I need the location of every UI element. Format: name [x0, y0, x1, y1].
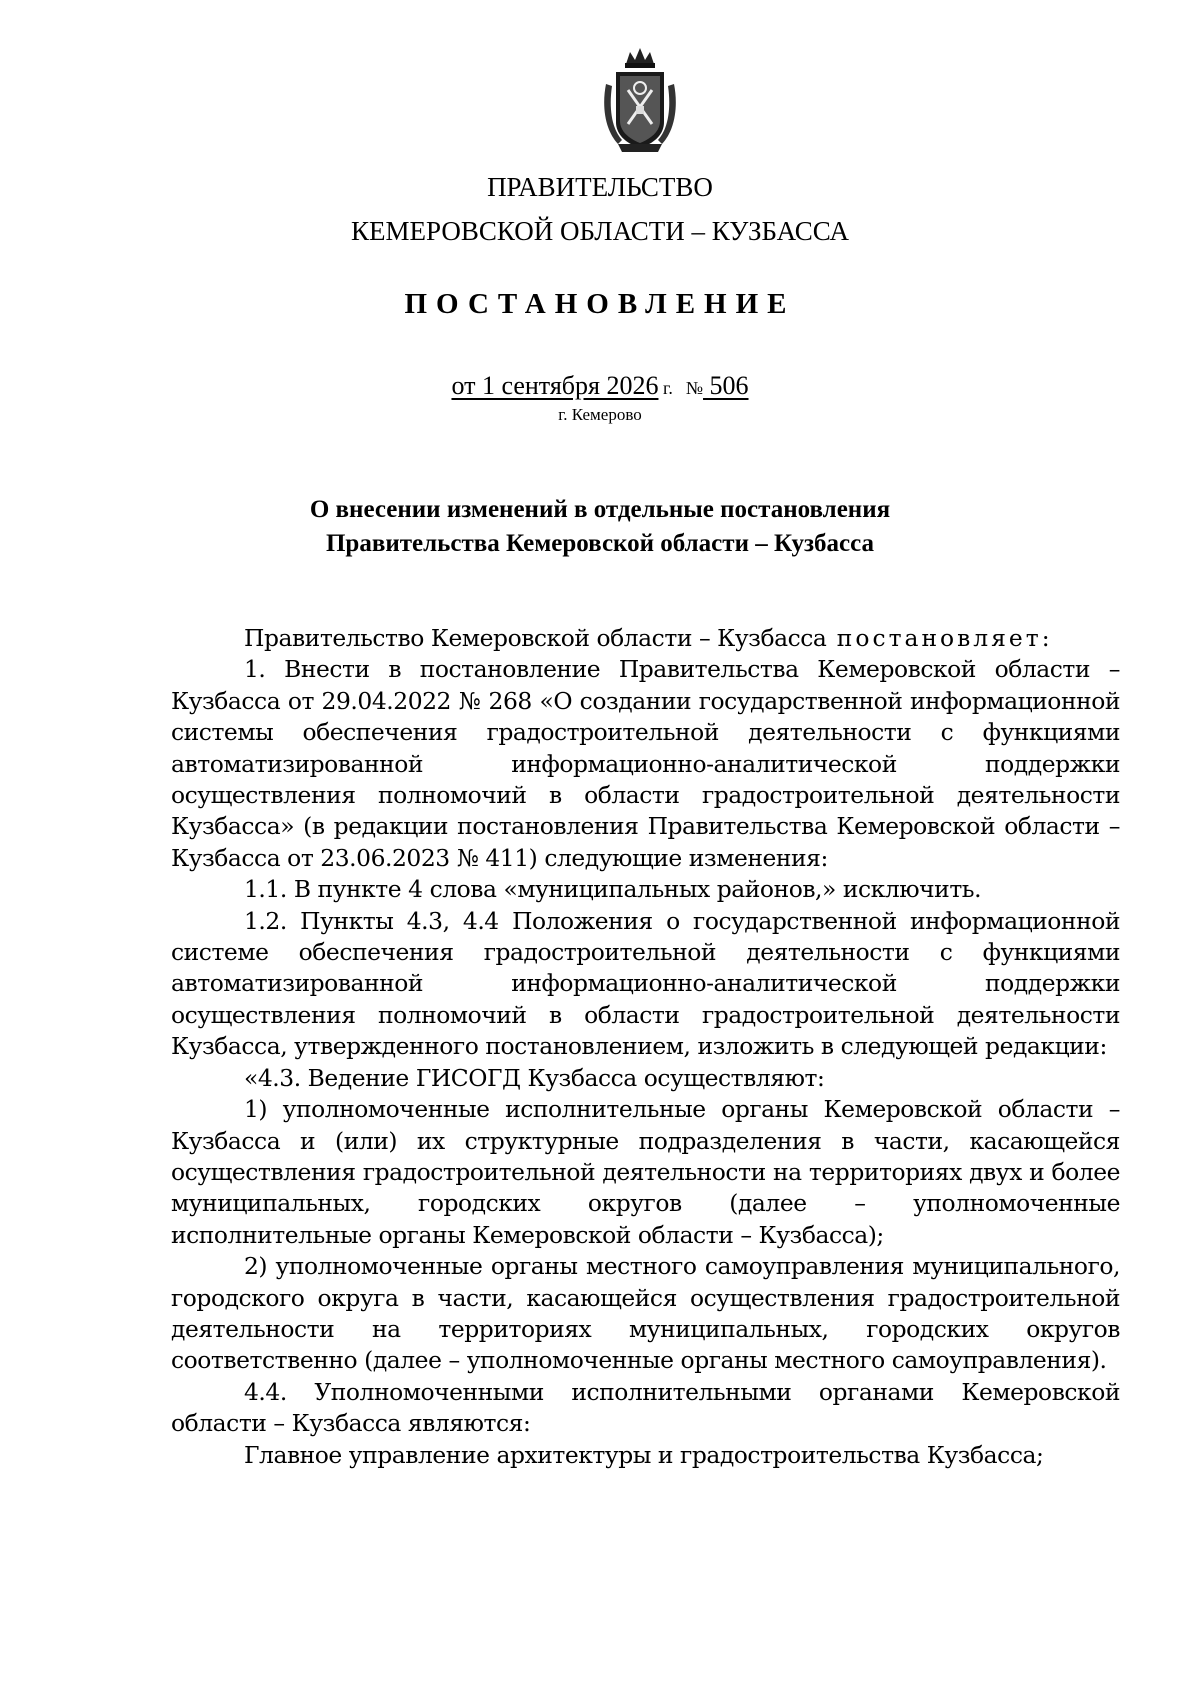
paragraph-1-1: 1.1. В пункте 4 слова «муниципальных районов,» исключить.	[244, 875, 982, 904]
government-name-line2: КЕМЕРОВСКОЙ ОБЛАСТИ – КУЗБАССА	[351, 216, 849, 246]
year-suffix: г.	[658, 378, 673, 398]
paragraph-1-2: 1.2. Пункты 4.3, 4.4 Положения о государственной информационной системе обеспечения градостроительной деятельности с функциями автоматизированной информационно-аналитической поддержки осуществления полномочий в области градостроительной деятельности Кузбасса, утвержденного постановлением, изложить в следующей редакции:	[171, 906, 1120, 1061]
paragraph-4-3: «4.3. Ведение ГИСОГД Кузбасса осуществляют:	[244, 1063, 825, 1092]
document-body	[171, 623, 1120, 1471]
coat-of-arms-icon	[598, 44, 682, 156]
preamble	[171, 623, 1120, 654]
paragraph-4-3-item-2: 2) уполномоченные органы местного самоуправления муниципального, городского округа в части, касающейся осуществления градостроительной деятельности на территориях муниципальных, городских округов соответственно (далее – уполномоченные органы местного самоуправления).	[171, 1252, 1120, 1375]
document-number: 506	[703, 371, 749, 400]
paragraph-4-4: 4.4. Уполномоченными исполнительными органами Кемеровской области – Кузбасса являются:	[171, 1377, 1120, 1438]
document-title-line1: О внесении изменений в отдельные постановления	[309, 496, 891, 523]
preamble-text: Правительство Кемеровской области – Кузбасса	[244, 624, 827, 652]
paragraph-4-3-item-1: 1) уполномоченные исполнительные органы Кемеровской области – Кузбасса и (или) их структурные подразделения в части, касающейся осуществления градостроительной деятельности на территориях двух и более муниципальных, городских округов (далее – уполномоченные исполнительные органы Кемеровской области – Кузбасса);	[171, 1095, 1120, 1249]
number-sign: №	[685, 378, 704, 398]
paragraph-1: 1. Внести в постановление Правительства Кемеровской области – Кузбасса от 29.04.2022 № 268 «О создании государственной информационной системы обеспечения градостроительной деятельности с функциями автоматизированной информационно-аналитической поддержки осуществления полномочий в области градостроительной деятельности Кузбасса» (в редакции постановления Правительства Кемеровской области – Кузбасса от 23.06.2023 № 411) следующие изменения:	[171, 655, 1120, 872]
document-type: ПОСТАНОВЛЕНИЕ	[404, 288, 796, 320]
city: г. Кемерово	[558, 405, 642, 424]
date-number-line	[0, 371, 1200, 401]
preamble-resolves: постановляет:	[826, 624, 1053, 652]
government-name-line1: ПРАВИТЕЛЬСТВО	[487, 172, 713, 202]
document-date: от 1 сентября 2026	[451, 371, 659, 400]
document-title-line2: Правительства Кемеровской области – Кузбасса	[325, 530, 875, 557]
paragraph-4-4-item-1: Главное управление архитектуры и градостроительства Кузбасса;	[244, 1440, 1044, 1469]
